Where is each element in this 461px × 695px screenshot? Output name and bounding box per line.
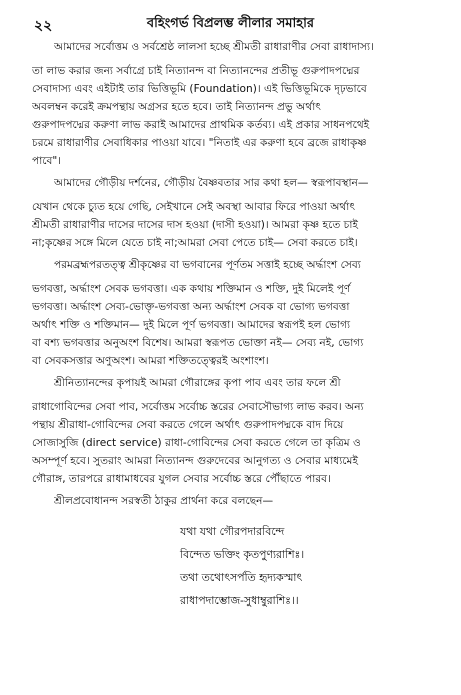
text-line: সেবাদাস্য এবং এইটাই তার ভিত্তিভূমি (Foundation)। এই ভিত্তিভূমিকে দৃঢ়ভাবে [32,83,367,95]
text-line: না;কৃষ্ণের সঙ্গে মিলে যেতে চাই না;আমরা সেবা পেতে চাই— সেবা করতে চাই। [32,237,358,249]
verse-line: রাধাপদাম্ভোজ-সুধাম্বুরাশিঃ।। [180,594,299,607]
paragraph [32,38,432,170]
page-body [32,38,432,612]
text-line: গুরুপাদপদ্মের করুণা লাভ করাই আমাদের প্রাথমিক কর্তব্য। এই প্রকার সাধনপথেই [32,119,370,131]
paragraph [32,492,432,516]
text-line: গৌরাঙ্গ, তারপরে রাধামাধবের যুগল সেবার সর্বোচ্চ স্তরে পৌঁছাতে পারব। [32,473,331,485]
text-line: শ্রীনিত্যানন্দের কৃপায়ই আমরা গৌরাঙ্গের কৃপা পাব এবং তার ফলে শ্রী [54,377,341,389]
text-line: শ্রীমতী রাধারাণীর দাসের দাসের দাস হওয়া (দাসী হওয়া)। আমরা কৃষ্ণ হতে চাই [32,219,358,231]
text-line: পাবে"। [32,155,62,167]
text-line: অবলম্বন করেই ক্রমপন্থায় অগ্রসর হতে হবে। তাই নিত্যানন্দ প্রভু অর্থাৎ [32,101,321,113]
text-line: বা বশ্য ভগবত্তার অনুঅংশ বিশেষ। আমরা স্বরূপত ভোক্তা নই— সেব্য নই, ভোগ্য [32,337,364,349]
paragraph [32,256,432,370]
text-line: তা লাভ করার জন্য সর্বাগ্রে চাই নিত্যানন্দ বা নিত্যানন্দের প্রতীভূ গুরুপাদপদ্মের [32,65,360,77]
text-line: চরমে রাধারাণীর সেবাধিকার পাওয়া যাবে। "নিতাই এর করুণা হবে ব্রজে রাধাকৃষ্ণ [32,137,367,149]
text-line: বা সেবকসত্তার অণুঅংশ। আমরা শক্তিতত্ত্বেরই অংশাংশ। [32,355,269,367]
paragraph [32,174,432,252]
text-line: অসম্পূর্ণ হবে। সুতরাং আমরা নিত্যানন্দ গুরুদেবের আনুগত্য ও সেবার মাধ্যমেই [32,455,358,467]
text-line: আমাদের গৌড়ীয় দর্শনের, গৌড়ীয় বৈষ্ণবতার সার কথা হল— স্বরূপাবস্থান— [54,177,369,189]
text-line: ভগবত্তা। অর্দ্ধাংশ সেব্য-ভোক্তৃ-ভগবত্তা অন্য অর্দ্ধাংশ সেবক বা ভোগ্য ভগবত্তা [32,301,350,313]
text-line: শ্রীলপ্রবোধানন্দ সরস্বতী ঠাকুর প্রার্থনা করে বলছেন— [54,495,274,507]
sanskrit-verse [180,520,432,612]
page-header [22,14,439,34]
verse-line: বিন্দেত ভক্তিং কৃতপুণ্যরাশিঃ। [180,548,305,561]
text-line: পন্থায় শ্রীরাধা-গোবিন্দের সেবা করতে গেলে অর্থাৎ গুরুপাদপদ্মকে বাদ দিয়ে [32,419,344,431]
verse-line: তথা তথোৎসর্পতি হৃদ্যকস্মাৎ [180,571,303,584]
verse-line: যথা যথা গৌরপদারবিন্দে [180,525,285,538]
page-number: ২২ [34,18,53,34]
running-title: বহিংগর্ভ বিপ্রলম্ভ লীলার সমাহার [146,16,315,31]
text-line: যেখান থেকে চ্যুত হয়ে গেছি, সেইখানে সেই অবস্থা আবার ফিরে পাওয়া অর্থাৎ [32,201,356,213]
text-line: আমাদের সর্বোত্তম ও সর্বশ্রেষ্ঠ লালসা হচ্ছে শ্রীমতী রাধারাণীর সেবা রাধাদাস্য। [54,41,374,53]
text-line: অর্থাৎ শক্তি ও শক্তিমান— দুই মিলে পূর্ণ ভগবত্তা। আমাদের স্বরূপই হল ভোগ্য [32,319,351,331]
paragraph [32,374,432,488]
text-line: সোজাসুজি (direct service) রাধা-গোবিন্দের সেবা করতে গেলে তা কৃত্রিম ও [32,437,361,449]
text-line: রাধাগোবিন্দের সেবা পাব, সর্বোত্তম সর্বোচ্চ স্তরের সেবাসৌভাগ্য লাভ করব। অন্য [32,401,364,413]
text-line: ভগবত্তা, অর্দ্ধাংশ সেবক ভগবত্তা। এক কথায় শক্তিমান ও শক্তি, দুই মিলেই পূর্ণ [32,283,351,295]
text-line: পরমব্রহ্মপরতত্ত্ব শ্রীকৃষ্ণের বা ভগবানের পূর্ণতম সত্তাই হচ্ছে অর্দ্ধাংশ সেব্য [54,259,361,271]
